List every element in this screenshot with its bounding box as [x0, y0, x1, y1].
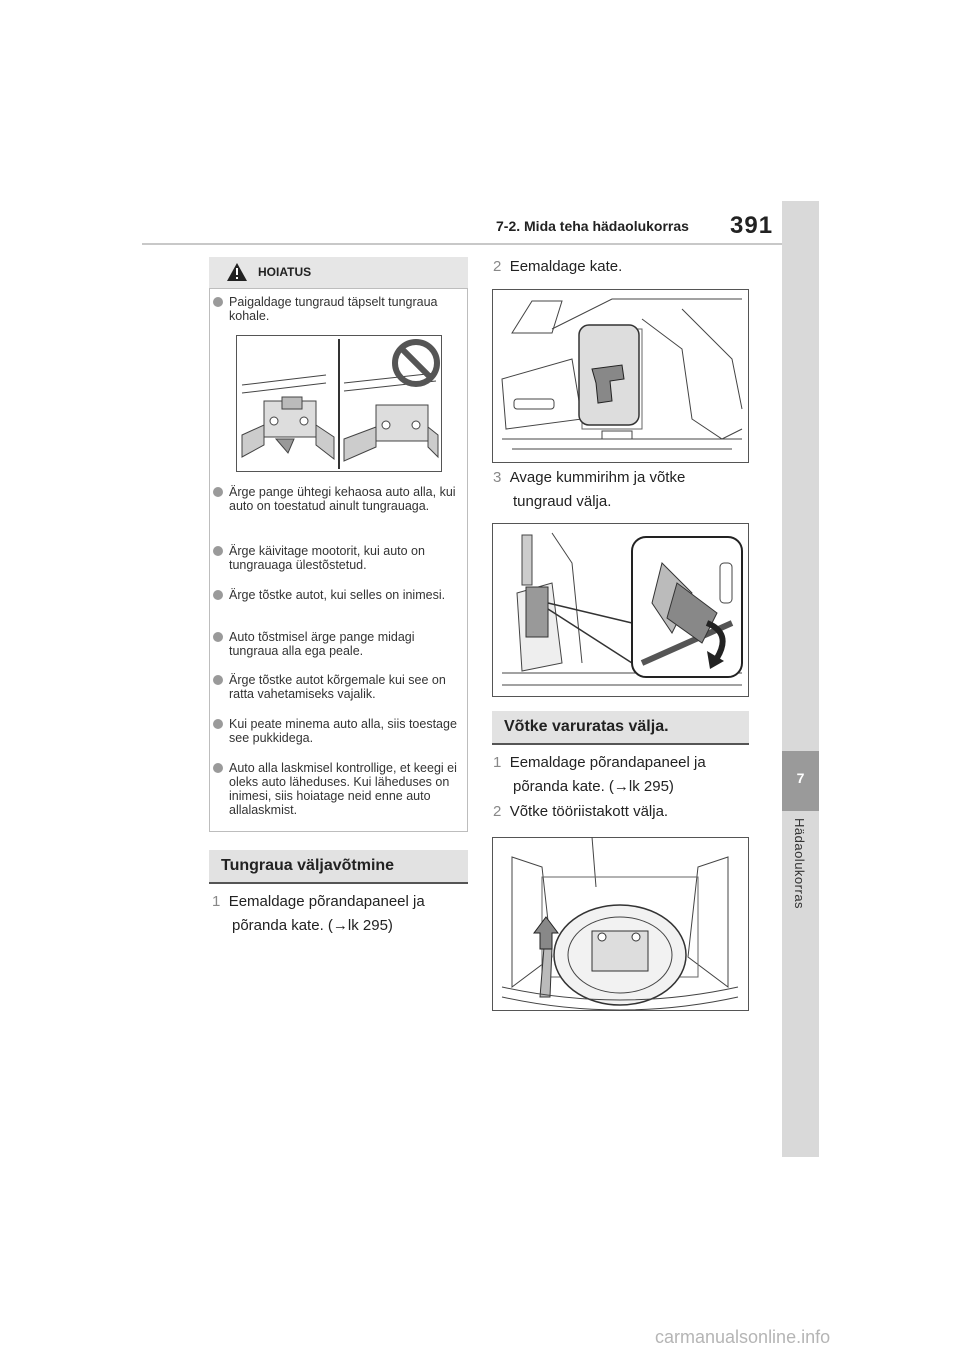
warning-title: HOIATUS — [258, 265, 312, 279]
watermark-text: carmanualsonline.info — [655, 1327, 831, 1347]
warning-bullet — [213, 295, 463, 325]
bullet-dot — [213, 487, 223, 497]
jack-step-2 — [493, 255, 622, 279]
bullet-dot — [213, 675, 223, 685]
chapter-side-tab — [782, 201, 819, 1157]
step-text: tungraud välja. — [513, 493, 612, 510]
warning-bullet — [213, 630, 463, 660]
warning-bullet-text: Ärge tõstke autot kõrgemale kui see on ratta vahetamiseks vajalik. — [229, 673, 446, 701]
spare-step-2 — [493, 800, 668, 824]
step-text: Avage kummirihm ja võtke — [509, 469, 686, 486]
step-number: 3 — [493, 469, 502, 486]
chapter-label: Hädaolukorras — [792, 818, 807, 910]
spare-step-1 — [493, 751, 753, 799]
tool-bag-figure — [492, 837, 749, 1011]
jack-section-heading: Tungraua väljavõtmine — [221, 857, 395, 874]
chapter-number: 7 — [796, 770, 805, 786]
bullet-dot — [213, 632, 223, 642]
warning-bullet — [213, 485, 463, 529]
step-page-ref: lk 295) — [628, 778, 674, 795]
warning-bullet-text: Paigaldage tungraud täpselt tungraua kohale. — [229, 295, 438, 323]
step-text: Eemaldage põrandapaneel ja — [509, 754, 706, 771]
jack-step-3 — [493, 466, 753, 514]
warning-bullet — [213, 673, 463, 703]
jack-placement-figure — [236, 335, 442, 472]
step-text: Eemaldage põrandapaneel ja — [228, 893, 425, 910]
warning-triangle-icon — [226, 262, 248, 282]
warning-bullet-text: Auto alla laskmisel kontrollige, et keegi ei oleks auto läheduses. Kui läheduses on inimesi, siis hoiatage neid enne auto allalaskmist. — [229, 761, 457, 817]
warning-bullet — [213, 588, 463, 618]
step-number: 1 — [212, 893, 221, 910]
warning-bullet-text: Auto tõstmisel ärge pange midagi tungraua alla ega peale. — [229, 630, 415, 658]
jack-step-1 — [212, 890, 472, 938]
step-text: põranda kate. ( — [513, 778, 614, 795]
step-text: Eemaldage kate. — [509, 258, 623, 275]
warning-bullet — [213, 761, 463, 821]
bullet-dot — [213, 719, 223, 729]
warning-bullet — [213, 717, 463, 747]
step-number: 2 — [493, 803, 502, 820]
arrow-glyph: → — [332, 917, 348, 934]
jack-removal-figure — [492, 523, 749, 697]
remove-cover-figure — [492, 289, 749, 463]
step-text: Võtke tööriistakott välja. — [509, 803, 669, 820]
page-number: 391 — [730, 212, 774, 239]
bullet-dot — [213, 297, 223, 307]
section-title: 7-2. Mida teha hädaolukorras — [496, 218, 689, 234]
bullet-dot — [213, 546, 223, 556]
step-text: põranda kate. ( — [232, 917, 333, 934]
bullet-dot — [213, 763, 223, 773]
arrow-glyph: → — [613, 778, 629, 795]
spare-section-heading: Võtke varuratas välja. — [504, 718, 669, 735]
step-number: 2 — [493, 258, 502, 275]
warning-bullet-text: Ärge käivitage mootorit, kui auto on tungrauaga ülestõstetud. — [229, 544, 425, 572]
bullet-dot — [213, 590, 223, 600]
warning-bullet-text: Ärge pange ühtegi kehaosa auto alla, kui auto on toestatud ainult tungrauaga. — [229, 485, 456, 513]
warning-bullet-text: Kui peate minema auto alla, siis toestage see pukkidega. — [229, 717, 457, 745]
warning-bullet-text: Ärge tõstke autot, kui selles on inimesi. — [229, 588, 446, 602]
warning-bullet — [213, 544, 463, 574]
header-divider — [142, 243, 782, 245]
step-number: 1 — [493, 754, 502, 771]
step-page-ref: lk 295) — [347, 917, 393, 934]
